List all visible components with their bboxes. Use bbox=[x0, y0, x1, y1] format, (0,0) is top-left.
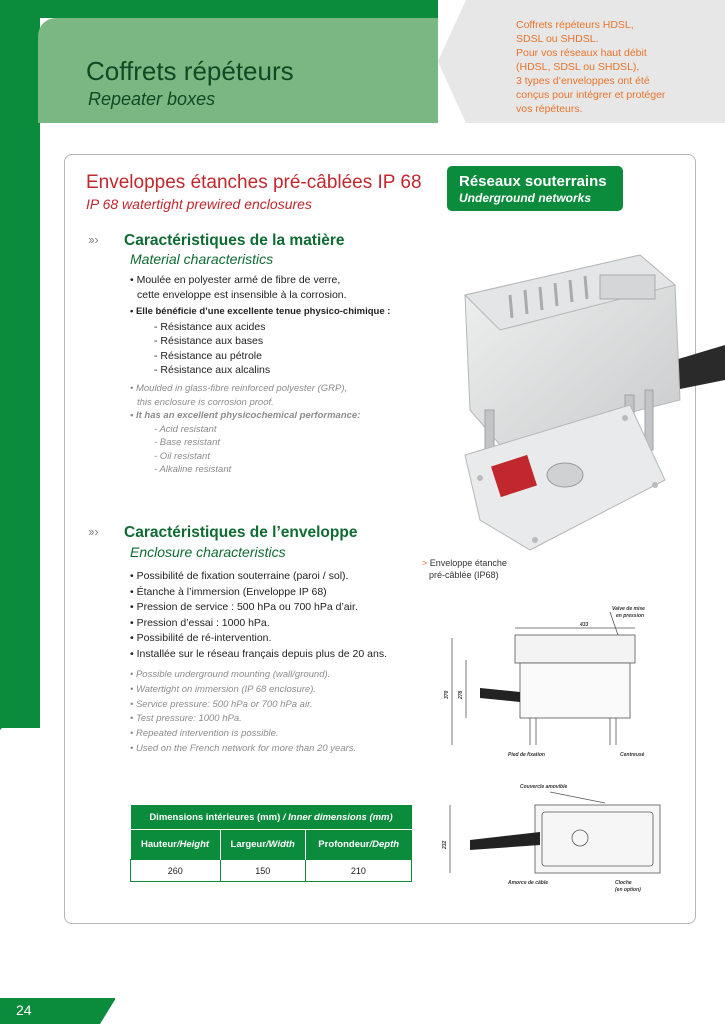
table-row bbox=[131, 860, 412, 882]
photo-caption: > Enveloppe étanche pré-câblée (IP68) bbox=[422, 558, 507, 580]
dimensions-table bbox=[130, 805, 412, 882]
page-subtitle: Repeater boxes bbox=[88, 89, 216, 109]
table-cell: 150 bbox=[220, 860, 305, 882]
header-green-strip bbox=[0, 0, 460, 18]
svg-text:Centreusé: Centreusé bbox=[620, 752, 645, 758]
left-green-bar bbox=[0, 18, 40, 728]
material-subheading: Material characteristics bbox=[130, 251, 274, 267]
section-title: Enveloppes étanches pré-câblées IP 68 bbox=[86, 172, 422, 193]
page-number: 24 bbox=[16, 1002, 32, 1018]
technical-drawing bbox=[440, 600, 720, 905]
svg-text:(en option): (en option) bbox=[615, 887, 641, 893]
svg-text:Couvercle amovible: Couvercle amovible bbox=[520, 784, 568, 790]
page-title: Coffrets répéteurs bbox=[86, 56, 294, 86]
material-text-en: • Moulded in glass-fibre reinforced polyester (GRP), this enclosure is corrosion proof. • It has an excellent physicochemical performance: - Acid resistant - Base resistant - Oil resistant - Alkaline resistant bbox=[130, 383, 361, 475]
badge-subtitle: Underground networks bbox=[459, 191, 592, 205]
column-header-height: Hauteur/Height bbox=[131, 830, 221, 860]
column-header-depth: Profondeur/Depth bbox=[305, 830, 411, 860]
svg-text:Amorce de câble: Amorce de câble bbox=[508, 880, 549, 886]
enclosure-text-en: • Possible underground mounting (wall/ground). • Watertight on immersion (IP 68 enclosure). • Service pressure: 500 hPa or 700 hPa air. • Test pressure: 1000 hPa. • Repeated intervention is possible. • Used on the French network for more than 20 years. bbox=[130, 669, 357, 754]
svg-text:232: 232 bbox=[442, 840, 448, 849]
double-chevron-icon: ›› › bbox=[88, 232, 97, 247]
table-header: Dimensions intérieures (mm) / Inner dimensions (mm) bbox=[131, 805, 412, 830]
material-heading: Caractéristiques de la matière bbox=[124, 232, 345, 249]
svg-text:433: 433 bbox=[580, 622, 589, 628]
table-cell: 210 bbox=[305, 860, 411, 882]
svg-text:Cloche: Cloche bbox=[615, 880, 632, 886]
double-chevron-icon: ›› › bbox=[88, 524, 97, 539]
section-subtitle: IP 68 watertight prewired enclosures bbox=[86, 196, 312, 212]
material-text-fr: • Moulée en polyester armé de fibre de verre, cette enveloppe est insensible à la corrosion. • Elle bénéficie d’une excellente tenue physico-chimique : - Résistance aux acides - Résistance aux bases - Résistance au pétrole - Résistance aux alcalins bbox=[130, 274, 391, 376]
enclosure-photo bbox=[440, 240, 725, 575]
svg-text:370: 370 bbox=[444, 690, 450, 699]
svg-text:Pied de fixation: Pied de fixation bbox=[508, 752, 545, 758]
column-header-width: Largeur/Width bbox=[220, 830, 305, 860]
svg-text:Valve de mise: Valve de mise bbox=[612, 606, 645, 612]
svg-text:en pression: en pression bbox=[616, 613, 645, 619]
badge-title: Réseaux souterrains bbox=[459, 173, 607, 190]
intro-text: Coffrets répéteurs HDSL, SDSL ou SHDSL. Pour vos réseaux haut débit (HDSL, SDSL ou SHDSL), 3 types d’enveloppes ont été conçus pour intégrer et protéger vos répéteurs. bbox=[516, 19, 666, 115]
enclosure-heading: Caractéristiques de l’enveloppe bbox=[124, 524, 358, 541]
table-cell: 260 bbox=[131, 860, 221, 882]
svg-text:278: 278 bbox=[458, 690, 464, 699]
enclosure-text-fr: • Possibilité de fixation souterraine (paroi / sol). • Étanche à l’immersion (Enveloppe IP 68) • Pression de service : 500 hPa ou 700 hPa d’air. • Pression d’essai : 1000 hPa. • Possibilité de ré-intervention. • Installée sur le réseau français depuis plus de 20 ans. bbox=[130, 570, 387, 660]
enclosure-subheading: Enclosure characteristics bbox=[130, 544, 286, 560]
left-bar-wedge bbox=[0, 690, 40, 730]
